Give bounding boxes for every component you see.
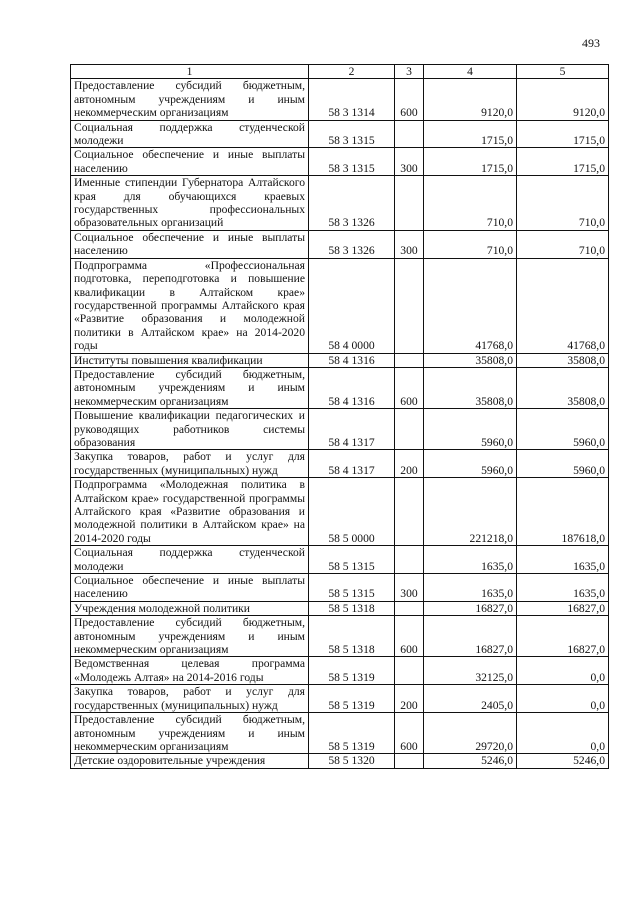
row-amount-col5-cell: 0,0 bbox=[517, 657, 609, 685]
row-code-cell: 58 5 1318 bbox=[309, 616, 395, 657]
row-amount-col5-cell: 35808,0 bbox=[517, 367, 609, 408]
row-name-cell: Социальная поддержка студенческой молодежи bbox=[71, 546, 309, 574]
row-name-cell: Социальная поддержка студенческой молодежи bbox=[71, 120, 309, 148]
row-expense-type-cell: 600 bbox=[395, 367, 424, 408]
table-row bbox=[71, 79, 609, 120]
row-amount-col5-cell: 16827,0 bbox=[517, 601, 609, 615]
row-amount-col4-cell: 5246,0 bbox=[424, 754, 517, 768]
row-expense-type-cell: 600 bbox=[395, 713, 424, 754]
row-expense-type-cell: 300 bbox=[395, 148, 424, 176]
row-amount-col4-cell: 16827,0 bbox=[424, 601, 517, 615]
row-amount-col5-cell: 5246,0 bbox=[517, 754, 609, 768]
row-expense-type-cell bbox=[395, 546, 424, 574]
table-row bbox=[71, 601, 609, 615]
row-code-cell: 58 4 1316 bbox=[309, 367, 395, 408]
row-code-cell: 58 3 1315 bbox=[309, 148, 395, 176]
row-amount-col4-cell: 1635,0 bbox=[424, 546, 517, 574]
table-row bbox=[71, 409, 609, 450]
table-row bbox=[71, 754, 609, 768]
row-amount-col5-cell: 16827,0 bbox=[517, 616, 609, 657]
row-name-cell: Предоставление субсидий бюджетным, автономным учреждениям и иным некоммерческим организациям bbox=[71, 367, 309, 408]
row-name-cell: Повышение квалификации педагогических и руководящих работников системы образования bbox=[71, 409, 309, 450]
row-amount-col5-cell: 187618,0 bbox=[517, 478, 609, 546]
column-header-1: 1 bbox=[71, 65, 309, 79]
column-header-4: 4 bbox=[424, 65, 517, 79]
row-amount-col4-cell: 5960,0 bbox=[424, 450, 517, 478]
row-amount-col4-cell: 32125,0 bbox=[424, 657, 517, 685]
row-code-cell: 58 3 1326 bbox=[309, 176, 395, 231]
table-row bbox=[71, 176, 609, 231]
row-code-cell: 58 5 1315 bbox=[309, 546, 395, 574]
table-row bbox=[71, 478, 609, 546]
row-code-cell: 58 4 1317 bbox=[309, 409, 395, 450]
row-name-cell: Именные стипендии Губернатора Алтайского края для обучающихся краевых государственных профессиональных образовательных организаций bbox=[71, 176, 309, 231]
row-code-cell: 58 4 0000 bbox=[309, 258, 395, 353]
row-amount-col5-cell: 0,0 bbox=[517, 685, 609, 713]
row-amount-col5-cell: 0,0 bbox=[517, 713, 609, 754]
table-row bbox=[71, 616, 609, 657]
row-name-cell: Закупка товаров, работ и услуг для государственных (муниципальных) нужд bbox=[71, 450, 309, 478]
row-amount-col4-cell: 35808,0 bbox=[424, 353, 517, 367]
header-row bbox=[71, 65, 609, 79]
row-expense-type-cell: 600 bbox=[395, 79, 424, 120]
row-amount-col5-cell: 9120,0 bbox=[517, 79, 609, 120]
row-amount-col5-cell: 1635,0 bbox=[517, 546, 609, 574]
row-expense-type-cell: 600 bbox=[395, 616, 424, 657]
table-row bbox=[71, 148, 609, 176]
table-row bbox=[71, 450, 609, 478]
row-name-cell: Социальное обеспечение и иные выплаты населению bbox=[71, 230, 309, 258]
row-amount-col5-cell: 35808,0 bbox=[517, 353, 609, 367]
row-code-cell: 58 5 0000 bbox=[309, 478, 395, 546]
column-header-3: 3 bbox=[395, 65, 424, 79]
row-amount-col4-cell: 1715,0 bbox=[424, 148, 517, 176]
row-amount-col5-cell: 710,0 bbox=[517, 176, 609, 231]
row-name-cell: Предоставление субсидий бюджетным, автономным учреждениям и иным некоммерческим организациям bbox=[71, 616, 309, 657]
row-amount-col5-cell: 1715,0 bbox=[517, 120, 609, 148]
row-expense-type-cell bbox=[395, 754, 424, 768]
row-amount-col5-cell: 710,0 bbox=[517, 230, 609, 258]
row-name-cell: Учреждения молодежной политики bbox=[71, 601, 309, 615]
table-row bbox=[71, 230, 609, 258]
row-expense-type-cell bbox=[395, 409, 424, 450]
row-amount-col5-cell: 41768,0 bbox=[517, 258, 609, 353]
table-row bbox=[71, 367, 609, 408]
row-name-cell: Предоставление субсидий бюджетным, автономным учреждениям и иным некоммерческим организациям bbox=[71, 79, 309, 120]
row-expense-type-cell bbox=[395, 258, 424, 353]
row-code-cell: 58 5 1320 bbox=[309, 754, 395, 768]
row-amount-col4-cell: 1635,0 bbox=[424, 574, 517, 602]
row-name-cell: Социальное обеспечение и иные выплаты населению bbox=[71, 574, 309, 602]
column-header-5: 5 bbox=[517, 65, 609, 79]
row-name-cell: Закупка товаров, работ и услуг для государственных (муниципальных) нужд bbox=[71, 685, 309, 713]
row-code-cell: 58 5 1319 bbox=[309, 657, 395, 685]
row-code-cell: 58 3 1314 bbox=[309, 79, 395, 120]
table-row bbox=[71, 574, 609, 602]
budget-table bbox=[70, 64, 609, 769]
row-expense-type-cell bbox=[395, 478, 424, 546]
row-amount-col4-cell: 29720,0 bbox=[424, 713, 517, 754]
row-code-cell: 58 3 1326 bbox=[309, 230, 395, 258]
row-amount-col5-cell: 5960,0 bbox=[517, 409, 609, 450]
row-name-cell: Социальное обеспечение и иные выплаты населению bbox=[71, 148, 309, 176]
table-row bbox=[71, 353, 609, 367]
row-expense-type-cell: 200 bbox=[395, 450, 424, 478]
row-expense-type-cell bbox=[395, 120, 424, 148]
table-row bbox=[71, 657, 609, 685]
row-code-cell: 58 3 1315 bbox=[309, 120, 395, 148]
row-amount-col4-cell: 1715,0 bbox=[424, 120, 517, 148]
row-amount-col4-cell: 41768,0 bbox=[424, 258, 517, 353]
row-amount-col4-cell: 2405,0 bbox=[424, 685, 517, 713]
row-amount-col4-cell: 9120,0 bbox=[424, 79, 517, 120]
row-code-cell: 58 4 1316 bbox=[309, 353, 395, 367]
row-amount-col4-cell: 710,0 bbox=[424, 230, 517, 258]
column-header-2: 2 bbox=[309, 65, 395, 79]
row-expense-type-cell: 300 bbox=[395, 230, 424, 258]
row-expense-type-cell: 300 bbox=[395, 574, 424, 602]
table-row bbox=[71, 546, 609, 574]
table-body bbox=[71, 79, 609, 768]
table-row bbox=[71, 120, 609, 148]
row-code-cell: 58 5 1319 bbox=[309, 685, 395, 713]
row-amount-col4-cell: 16827,0 bbox=[424, 616, 517, 657]
row-expense-type-cell bbox=[395, 176, 424, 231]
row-name-cell: Подпрограмма «Молодежная политика в Алтайском крае» государственной программы Алтайского края «Развитие образования и молодежной политики в Алтайском крае» на 2014-2020 годы bbox=[71, 478, 309, 546]
row-name-cell: Подпрограмма «Профессиональная подготовка, переподготовка и повышение квалификации в Алтайском крае» государственной программы Алтайского края «Развитие образования и молодежной политики в Алтайском крае» на 2014-2020 годы bbox=[71, 258, 309, 353]
page-number: 493 bbox=[582, 36, 600, 50]
row-code-cell: 58 5 1319 bbox=[309, 713, 395, 754]
row-expense-type-cell bbox=[395, 353, 424, 367]
row-expense-type-cell bbox=[395, 657, 424, 685]
table-row bbox=[71, 258, 609, 353]
row-name-cell: Детские оздоровительные учреждения bbox=[71, 754, 309, 768]
row-amount-col4-cell: 5960,0 bbox=[424, 409, 517, 450]
row-expense-type-cell: 200 bbox=[395, 685, 424, 713]
row-code-cell: 58 5 1315 bbox=[309, 574, 395, 602]
row-name-cell: Институты повышения квалификации bbox=[71, 353, 309, 367]
row-amount-col5-cell: 5960,0 bbox=[517, 450, 609, 478]
row-name-cell: Предоставление субсидий бюджетным, автономным учреждениям и иным некоммерческим организациям bbox=[71, 713, 309, 754]
row-expense-type-cell bbox=[395, 601, 424, 615]
row-name-cell: Ведомственная целевая программа «Молодежь Алтая» на 2014-2016 годы bbox=[71, 657, 309, 685]
row-amount-col4-cell: 710,0 bbox=[424, 176, 517, 231]
table-row bbox=[71, 713, 609, 754]
row-amount-col4-cell: 221218,0 bbox=[424, 478, 517, 546]
table-row bbox=[71, 685, 609, 713]
row-amount-col5-cell: 1715,0 bbox=[517, 148, 609, 176]
row-code-cell: 58 4 1317 bbox=[309, 450, 395, 478]
row-code-cell: 58 5 1318 bbox=[309, 601, 395, 615]
row-amount-col5-cell: 1635,0 bbox=[517, 574, 609, 602]
row-amount-col4-cell: 35808,0 bbox=[424, 367, 517, 408]
